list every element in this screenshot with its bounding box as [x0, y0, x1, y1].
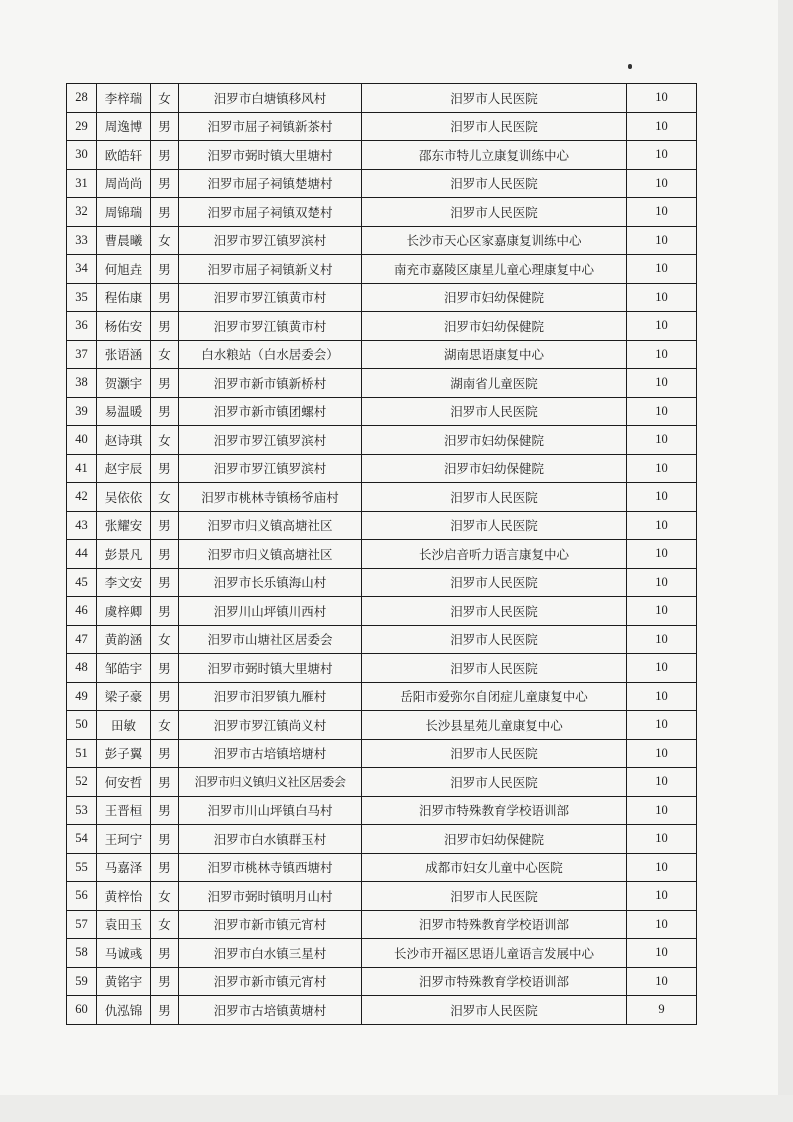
- address-cell: 汨罗市桃林寺镇杨爷庙村: [179, 483, 362, 512]
- name-cell: 马嘉泽: [97, 853, 151, 882]
- table-row: [67, 540, 697, 569]
- institution-cell: 邵东市特儿立康复训练中心: [362, 141, 627, 170]
- institution-cell: 长沙市开福区思语儿童语言发展中心: [362, 939, 627, 968]
- address-cell: 汨罗市屈子祠镇新茶村: [179, 112, 362, 141]
- institution-cell: 汨罗市人民医院: [362, 625, 627, 654]
- gender-cell: 女: [151, 711, 179, 740]
- gender-cell: 男: [151, 597, 179, 626]
- institution-cell: 长沙启音听力语言康复中心: [362, 540, 627, 569]
- table-row: [67, 996, 697, 1025]
- address-cell: 汨罗市归义镇高塘社区: [179, 540, 362, 569]
- row-number-cell: 39: [67, 397, 97, 426]
- row-number-cell: 58: [67, 939, 97, 968]
- table-row: [67, 397, 697, 426]
- gender-cell: 女: [151, 625, 179, 654]
- gender-cell: 男: [151, 568, 179, 597]
- institution-cell: 汨罗市特殊教育学校语训部: [362, 967, 627, 996]
- row-number-cell: 34: [67, 255, 97, 284]
- row-number-cell: 55: [67, 853, 97, 882]
- score-cell: 10: [627, 882, 697, 911]
- address-cell: 汨罗市新市镇元宵村: [179, 967, 362, 996]
- gender-cell: 男: [151, 141, 179, 170]
- row-number-cell: 46: [67, 597, 97, 626]
- institution-cell: 汨罗市人民医院: [362, 198, 627, 227]
- institution-cell: 湖南思语康复中心: [362, 340, 627, 369]
- address-cell: 汨罗市古培镇培塘村: [179, 739, 362, 768]
- gender-cell: 男: [151, 255, 179, 284]
- name-cell: 仇泓锦: [97, 996, 151, 1025]
- table-row: [67, 340, 697, 369]
- table-row: [67, 169, 697, 198]
- table-row: [67, 369, 697, 398]
- table-row: [67, 426, 697, 455]
- name-cell: 彭子翼: [97, 739, 151, 768]
- address-cell: 汨罗市白水镇群玉村: [179, 825, 362, 854]
- address-cell: 汨罗市山塘社区居委会: [179, 625, 362, 654]
- gender-cell: 男: [151, 739, 179, 768]
- address-cell: 汨罗川山坪镇川西村: [179, 597, 362, 626]
- table-row: [67, 141, 697, 170]
- institution-cell: 汨罗市人民医院: [362, 882, 627, 911]
- institution-cell: 汨罗市妇幼保健院: [362, 454, 627, 483]
- name-cell: 张耀安: [97, 511, 151, 540]
- table-row: [67, 768, 697, 797]
- gender-cell: 男: [151, 454, 179, 483]
- gender-cell: 男: [151, 796, 179, 825]
- name-cell: 王晋桓: [97, 796, 151, 825]
- score-cell: 10: [627, 796, 697, 825]
- table-row: [67, 853, 697, 882]
- gender-cell: 男: [151, 511, 179, 540]
- score-cell: 10: [627, 112, 697, 141]
- score-cell: 10: [627, 597, 697, 626]
- gender-cell: 男: [151, 967, 179, 996]
- row-number-cell: 29: [67, 112, 97, 141]
- score-cell: 10: [627, 369, 697, 398]
- name-cell: 王珂宁: [97, 825, 151, 854]
- address-cell: 汨罗市长乐镇海山村: [179, 568, 362, 597]
- score-cell: 10: [627, 312, 697, 341]
- gender-cell: 男: [151, 768, 179, 797]
- address-cell: 汨罗市归义镇归义社区居委会: [179, 768, 362, 797]
- score-cell: 10: [627, 426, 697, 455]
- score-cell: 10: [627, 141, 697, 170]
- address-cell: 汨罗市新市镇团螺村: [179, 397, 362, 426]
- score-cell: 10: [627, 340, 697, 369]
- row-number-cell: 57: [67, 910, 97, 939]
- table-row: [67, 597, 697, 626]
- page-bottom-margin: [0, 1095, 793, 1122]
- name-cell: 黄韵涵: [97, 625, 151, 654]
- table-row: [67, 625, 697, 654]
- table-row: [67, 825, 697, 854]
- score-cell: 10: [627, 768, 697, 797]
- name-cell: 周逸博: [97, 112, 151, 141]
- address-cell: 汨罗市汨罗镇九雁村: [179, 682, 362, 711]
- gender-cell: 女: [151, 882, 179, 911]
- institution-cell: 长沙县星苑儿童康复中心: [362, 711, 627, 740]
- institution-cell: 汨罗市人民医院: [362, 84, 627, 113]
- name-cell: 周锦瑞: [97, 198, 151, 227]
- score-cell: 10: [627, 625, 697, 654]
- table-row: [67, 568, 697, 597]
- gender-cell: 男: [151, 853, 179, 882]
- score-cell: 10: [627, 910, 697, 939]
- gender-cell: 女: [151, 426, 179, 455]
- gender-cell: 男: [151, 198, 179, 227]
- row-number-cell: 40: [67, 426, 97, 455]
- institution-cell: 湖南省儿童医院: [362, 369, 627, 398]
- address-cell: 汨罗市新市镇新桥村: [179, 369, 362, 398]
- table-row: [67, 511, 697, 540]
- address-cell: 汨罗市屈子祠镇新义村: [179, 255, 362, 284]
- score-cell: 10: [627, 967, 697, 996]
- table-row: [67, 226, 697, 255]
- score-cell: 10: [627, 711, 697, 740]
- name-cell: 黄铭宇: [97, 967, 151, 996]
- gender-cell: 女: [151, 84, 179, 113]
- address-cell: 汨罗市桃林寺镇西塘村: [179, 853, 362, 882]
- gender-cell: 男: [151, 369, 179, 398]
- gender-cell: 女: [151, 483, 179, 512]
- table-row: [67, 454, 697, 483]
- score-cell: 10: [627, 397, 697, 426]
- row-number-cell: 28: [67, 84, 97, 113]
- table-row: [67, 711, 697, 740]
- address-cell: 汨罗市罗江镇尚义村: [179, 711, 362, 740]
- name-cell: 周尚尚: [97, 169, 151, 198]
- address-cell: 汨罗市弼时镇大里塘村: [179, 141, 362, 170]
- score-cell: 10: [627, 511, 697, 540]
- address-cell: 汨罗市白塘镇移风村: [179, 84, 362, 113]
- institution-cell: 汨罗市人民医院: [362, 112, 627, 141]
- address-cell: 汨罗市川山坪镇白马村: [179, 796, 362, 825]
- name-cell: 易温暖: [97, 397, 151, 426]
- name-cell: 贺灏宇: [97, 369, 151, 398]
- name-cell: 何安哲: [97, 768, 151, 797]
- table-row: [67, 939, 697, 968]
- gender-cell: 男: [151, 996, 179, 1025]
- name-cell: 虞梓卿: [97, 597, 151, 626]
- name-cell: 吴依依: [97, 483, 151, 512]
- score-cell: 10: [627, 739, 697, 768]
- name-cell: 田敏: [97, 711, 151, 740]
- name-cell: 梁子豪: [97, 682, 151, 711]
- name-cell: 张语涵: [97, 340, 151, 369]
- score-cell: 10: [627, 84, 697, 113]
- institution-cell: 汨罗市人民医院: [362, 654, 627, 683]
- score-cell: 10: [627, 226, 697, 255]
- gender-cell: 女: [151, 910, 179, 939]
- institution-cell: 汨罗市人民医院: [362, 483, 627, 512]
- table-row: [67, 198, 697, 227]
- address-cell: 汨罗市白水镇三星村: [179, 939, 362, 968]
- row-number-cell: 59: [67, 967, 97, 996]
- table-row: [67, 84, 697, 113]
- name-cell: 李梓瑞: [97, 84, 151, 113]
- address-cell: 汨罗市罗江镇罗滨村: [179, 426, 362, 455]
- row-number-cell: 42: [67, 483, 97, 512]
- table-row: [67, 112, 697, 141]
- row-number-cell: 32: [67, 198, 97, 227]
- address-cell: 白水粮站（白水居委会）: [179, 340, 362, 369]
- institution-cell: 汨罗市人民医院: [362, 996, 627, 1025]
- table-row: [67, 283, 697, 312]
- name-cell: 程佑康: [97, 283, 151, 312]
- table-row: [67, 654, 697, 683]
- roster-table: [66, 83, 697, 1025]
- row-number-cell: 37: [67, 340, 97, 369]
- score-cell: 10: [627, 454, 697, 483]
- name-cell: 马诚彧: [97, 939, 151, 968]
- institution-cell: 汨罗市人民医院: [362, 597, 627, 626]
- row-number-cell: 41: [67, 454, 97, 483]
- score-cell: 10: [627, 283, 697, 312]
- institution-cell: 汨罗市人民医院: [362, 768, 627, 797]
- address-cell: 汨罗市新市镇元宵村: [179, 910, 362, 939]
- score-cell: 10: [627, 939, 697, 968]
- row-number-cell: 35: [67, 283, 97, 312]
- name-cell: 袁田玉: [97, 910, 151, 939]
- name-cell: 黄梓怡: [97, 882, 151, 911]
- gender-cell: 女: [151, 340, 179, 369]
- table-row: [67, 910, 697, 939]
- score-cell: 9: [627, 996, 697, 1025]
- address-cell: 汨罗市罗江镇黄市村: [179, 283, 362, 312]
- institution-cell: 汨罗市特殊教育学校语训部: [362, 796, 627, 825]
- table-row: [67, 682, 697, 711]
- row-number-cell: 38: [67, 369, 97, 398]
- score-cell: 10: [627, 169, 697, 198]
- table-row: [67, 882, 697, 911]
- name-cell: 欧皓轩: [97, 141, 151, 170]
- name-cell: 赵诗琪: [97, 426, 151, 455]
- row-number-cell: 31: [67, 169, 97, 198]
- gender-cell: 男: [151, 312, 179, 341]
- address-cell: 汨罗市弼时镇明月山村: [179, 882, 362, 911]
- row-number-cell: 33: [67, 226, 97, 255]
- institution-cell: 岳阳市爱弥尔自闭症儿童康复中心: [362, 682, 627, 711]
- row-number-cell: 53: [67, 796, 97, 825]
- gender-cell: 男: [151, 397, 179, 426]
- name-cell: 何旭垚: [97, 255, 151, 284]
- table-row: [67, 483, 697, 512]
- score-cell: 10: [627, 568, 697, 597]
- roster-table-body: [67, 84, 697, 1025]
- gender-cell: 男: [151, 283, 179, 312]
- row-number-cell: 43: [67, 511, 97, 540]
- row-number-cell: 60: [67, 996, 97, 1025]
- score-cell: 10: [627, 540, 697, 569]
- name-cell: 彭景凡: [97, 540, 151, 569]
- address-cell: 汨罗市归义镇高塘社区: [179, 511, 362, 540]
- gender-cell: 男: [151, 825, 179, 854]
- name-cell: 赵宇辰: [97, 454, 151, 483]
- row-number-cell: 52: [67, 768, 97, 797]
- row-number-cell: 49: [67, 682, 97, 711]
- score-cell: 10: [627, 255, 697, 284]
- gender-cell: 男: [151, 654, 179, 683]
- table-row: [67, 255, 697, 284]
- institution-cell: 汨罗市人民医院: [362, 169, 627, 198]
- scan-speck: [628, 64, 632, 69]
- address-cell: 汨罗市罗江镇罗滨村: [179, 226, 362, 255]
- table-row: [67, 739, 697, 768]
- score-cell: 10: [627, 682, 697, 711]
- gender-cell: 男: [151, 169, 179, 198]
- row-number-cell: 44: [67, 540, 97, 569]
- row-number-cell: 45: [67, 568, 97, 597]
- row-number-cell: 30: [67, 141, 97, 170]
- address-cell: 汨罗市屈子祠镇双楚村: [179, 198, 362, 227]
- page-edge-shadow: [778, 0, 793, 1122]
- score-cell: 10: [627, 198, 697, 227]
- name-cell: 杨佑安: [97, 312, 151, 341]
- institution-cell: 汨罗市妇幼保健院: [362, 283, 627, 312]
- score-cell: 10: [627, 853, 697, 882]
- table-row: [67, 312, 697, 341]
- institution-cell: 南充市嘉陵区康星儿童心理康复中心: [362, 255, 627, 284]
- address-cell: 汨罗市弼时镇大里塘村: [179, 654, 362, 683]
- institution-cell: 汨罗市人民医院: [362, 397, 627, 426]
- institution-cell: 长沙市天心区家嘉康复训练中心: [362, 226, 627, 255]
- row-number-cell: 36: [67, 312, 97, 341]
- gender-cell: 男: [151, 682, 179, 711]
- row-number-cell: 56: [67, 882, 97, 911]
- gender-cell: 男: [151, 939, 179, 968]
- institution-cell: 汨罗市人民医院: [362, 511, 627, 540]
- table-row: [67, 967, 697, 996]
- gender-cell: 女: [151, 226, 179, 255]
- score-cell: 10: [627, 654, 697, 683]
- institution-cell: 汨罗市妇幼保健院: [362, 426, 627, 455]
- row-number-cell: 54: [67, 825, 97, 854]
- name-cell: 李文安: [97, 568, 151, 597]
- institution-cell: 成都市妇女儿童中心医院: [362, 853, 627, 882]
- address-cell: 汨罗市屈子祠镇楚塘村: [179, 169, 362, 198]
- institution-cell: 汨罗市人民医院: [362, 739, 627, 768]
- score-cell: 10: [627, 825, 697, 854]
- institution-cell: 汨罗市特殊教育学校语训部: [362, 910, 627, 939]
- name-cell: 邹皓宇: [97, 654, 151, 683]
- address-cell: 汨罗市古培镇黄塘村: [179, 996, 362, 1025]
- score-cell: 10: [627, 483, 697, 512]
- institution-cell: 汨罗市妇幼保健院: [362, 312, 627, 341]
- institution-cell: 汨罗市妇幼保健院: [362, 825, 627, 854]
- address-cell: 汨罗市罗江镇罗滨村: [179, 454, 362, 483]
- gender-cell: 男: [151, 540, 179, 569]
- gender-cell: 男: [151, 112, 179, 141]
- institution-cell: 汨罗市人民医院: [362, 568, 627, 597]
- table-row: [67, 796, 697, 825]
- row-number-cell: 47: [67, 625, 97, 654]
- row-number-cell: 50: [67, 711, 97, 740]
- address-cell: 汨罗市罗江镇黄市村: [179, 312, 362, 341]
- row-number-cell: 48: [67, 654, 97, 683]
- name-cell: 曹晨曦: [97, 226, 151, 255]
- row-number-cell: 51: [67, 739, 97, 768]
